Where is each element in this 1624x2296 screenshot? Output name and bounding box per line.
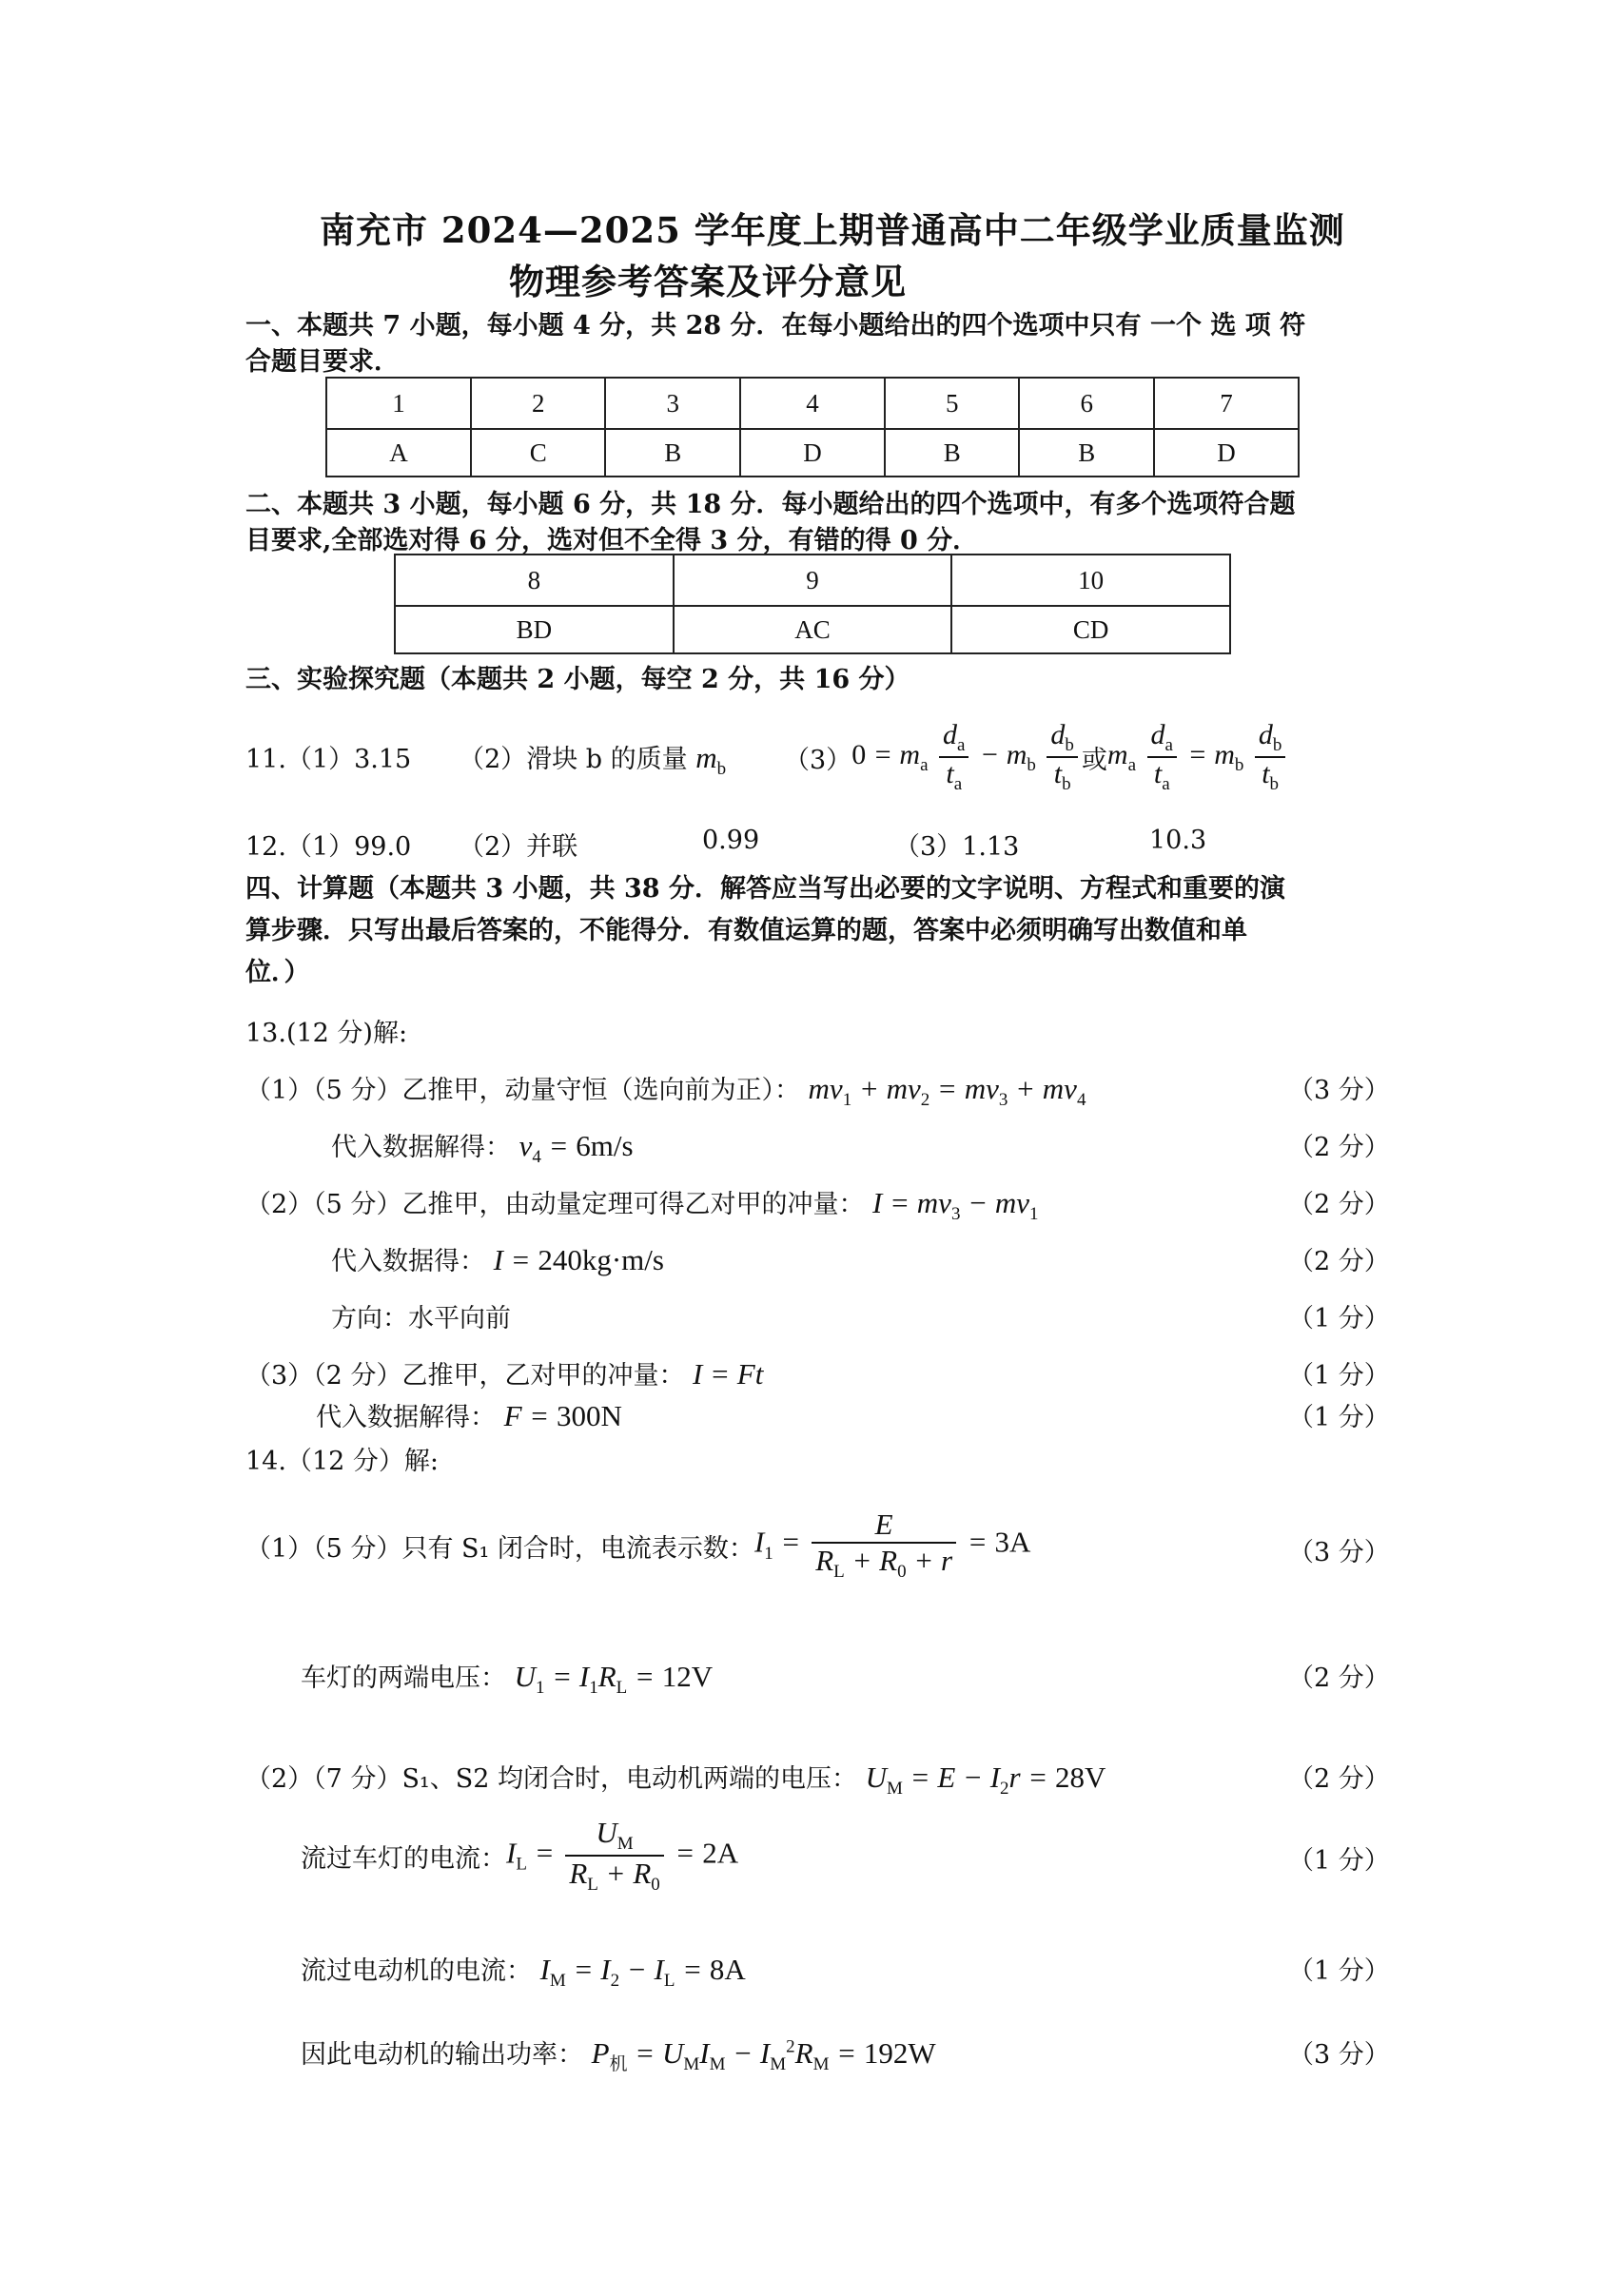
table-cell-number: 2 — [471, 378, 606, 429]
section4-instructions-line2: 算步骤．只写出最后答案的，不能得分．有数值运算的题，答案中必须明确写出数值和单 — [245, 916, 1247, 945]
q14-heading: 14.（12 分）解: — [245, 1447, 439, 1476]
section1-instructions-line2: 合题目要求． — [245, 347, 400, 377]
page-title: 南充市 2024—2025 学年度上期普通高中二年级学业质量监测 — [320, 209, 1345, 251]
q12-part1: 12.（1）99.0 — [245, 832, 412, 862]
q14-step5-formula: $I_M = I_2 - I_L = 8A$ — [539, 1953, 746, 1992]
q14-step1-points: （3 分） — [1288, 1538, 1390, 1567]
q14-step6 — [301, 2033, 936, 2075]
q14-step3-formula: $U_M = E - I_2r = 28V$ — [865, 1761, 1106, 1800]
table-cell-answer: B — [605, 429, 740, 477]
q14-step3-label: （2）（7 分）S₁、S2 均闭合时，电动机两端的电压： — [245, 1764, 858, 1794]
q14-step5 — [301, 1950, 746, 1992]
q13-step4-points: （2 分） — [1288, 1247, 1390, 1276]
section4-instructions-line3: 位．） — [245, 958, 310, 987]
q13-heading: 13.(12 分)解: — [245, 1019, 408, 1048]
table-cell-number: 9 — [674, 555, 952, 606]
table-cell-answer: D — [1154, 429, 1299, 477]
q14-step4-points: （1 分） — [1288, 1846, 1390, 1876]
q13-step5: 方向：水平向前 — [331, 1304, 511, 1333]
q13-step7-formula: F = 300N — [503, 1399, 622, 1432]
q14-step3 — [245, 1758, 1105, 1800]
q12-part2-value: 0.99 — [702, 826, 760, 855]
section2-instructions-line1: 二、本题共 3 小题，每小题 6 分，共 18 分．每小题给出的四个选项中，有多个选项符合题 — [245, 490, 1296, 519]
q14-step5-label: 流过电动机的电流： — [301, 1956, 532, 1986]
q11-part3 — [784, 710, 1289, 805]
table-cell-number: 3 — [605, 378, 740, 429]
q13-step1-formula: $mv_1 + mv_2 = mv_3 + mv_4$ — [808, 1072, 1086, 1111]
section2-instructions-line2: 目要求,全部选对得 6 分，选对但不全得 3 分，有错的得 0 分． — [245, 526, 979, 555]
q13-step4 — [331, 1240, 664, 1277]
q14-step4 — [301, 1813, 738, 1898]
q11-part3-formula-b: $m_a$ $\frac{d_a}{t_a}$ = $m_b$ $\frac{d_b}{t_b}$ — [1107, 719, 1289, 795]
q12-part3: （3）1.13 — [894, 832, 1020, 862]
table-cell-number: 8 — [395, 555, 674, 606]
q13-step6-label: （3）（2 分）乙推甲，乙对甲的冲量： — [245, 1361, 685, 1391]
q14-step1-label: （1）（5 分）只有 S₁ 闭合时，电流表示数： — [245, 1533, 754, 1564]
q14-step6-points: （3 分） — [1288, 2040, 1390, 2070]
q14-step5-points: （1 分） — [1288, 1956, 1390, 1986]
q14-step1-formula: $I_1$ = $\frac{E}{R_L + R_0 + r}$ = 3A — [753, 1508, 1031, 1583]
q13-step2-points: （2 分） — [1288, 1133, 1390, 1162]
q14-step6-label: 因此电动机的输出功率： — [301, 2040, 583, 2070]
q11-part2-label: （2）滑块 b 的质量 — [459, 745, 688, 774]
q13-step3-label: （2）（5 分）乙推甲，由动量定理可得乙对甲的冲量： — [245, 1190, 865, 1219]
q13-step2 — [331, 1126, 634, 1168]
q13-step6 — [245, 1354, 763, 1391]
section3-heading: 三、实验探究题（本题共 2 小题，每空 2 分，共 16 分） — [245, 665, 910, 694]
table-cell-number: 6 — [1019, 378, 1154, 429]
q11-or-label: 或 — [1081, 745, 1107, 775]
q13-step2-formula: $v_4 = 6m/s$ — [519, 1129, 634, 1168]
q14-step4-formula: $I_L$ = $\frac{U_M}{R_L + R_0}$ = 2A — [506, 1815, 739, 1896]
q13-step7 — [316, 1396, 622, 1433]
q13-step7-points: （1 分） — [1288, 1403, 1390, 1432]
section1-instructions-line1: 一、本题共 7 小题，每小题 4 分，共 28 分．在每小题给出的四个选项中只有 一个 选 项 符 — [245, 311, 1306, 341]
q13-step3 — [245, 1183, 1039, 1225]
q14-step1 — [245, 1503, 1030, 1588]
q14-step3-points: （2 分） — [1288, 1764, 1390, 1794]
q13-step3-points: （2 分） — [1288, 1190, 1390, 1219]
q11-part1: 11.（1）3.15 — [245, 745, 412, 774]
section1-answer-table — [325, 377, 1300, 477]
q12-part3-value: 10.3 — [1149, 826, 1207, 855]
q13-step6-formula: I = Ft — [693, 1357, 764, 1391]
q14-step2 — [301, 1657, 713, 1699]
q13-step3-formula: $I = mv_3 - mv_1$ — [872, 1186, 1039, 1225]
q13-step1 — [245, 1069, 1086, 1111]
q13-step1-label: （1）（5 分）乙推甲，动量守恒（选向前为正）： — [245, 1076, 800, 1105]
table-cell-answer: D — [740, 429, 885, 477]
table-cell-answer: AC — [674, 606, 952, 653]
q12-part2: （2）并联 — [459, 832, 578, 862]
q11-part3-formula-a: $0 = m_a$ $\frac{d_a}{t_a}$ − $m_b$ $\frac{d_b}{t_b}$ — [851, 719, 1082, 795]
q13-step5-points: （1 分） — [1288, 1304, 1390, 1333]
q14-step2-formula: $U_1 = I_1R_L = 12V$ — [514, 1660, 714, 1699]
q11-part2 — [459, 738, 726, 780]
table-cell-number: 4 — [740, 378, 885, 429]
table-cell-answer: C — [471, 429, 606, 477]
q13-step2-label: 代入数据解得： — [331, 1133, 511, 1162]
q14-step4-label: 流过车灯的电流： — [301, 1843, 506, 1874]
page-subtitle: 物理参考答案及评分意见 — [509, 261, 907, 302]
q13-step6-points: （1 分） — [1288, 1361, 1390, 1391]
table-cell-number: 1 — [326, 378, 471, 429]
q14-step2-points: （2 分） — [1288, 1664, 1390, 1693]
q13-step7-label: 代入数据解得： — [316, 1403, 496, 1432]
table-cell-number: 10 — [951, 555, 1230, 606]
q13-step1-points: （3 分） — [1288, 1076, 1390, 1105]
q11-part2-formula: $m_b$ — [695, 741, 727, 780]
table-cell-number: 7 — [1154, 378, 1299, 429]
section2-answer-table — [394, 554, 1231, 654]
table-cell-answer: BD — [395, 606, 674, 653]
q13-step4-label: 代入数据得： — [331, 1247, 485, 1276]
table-cell-answer: CD — [951, 606, 1230, 653]
q11-part3-label: （3） — [784, 745, 852, 775]
table-cell-number: 5 — [885, 378, 1020, 429]
table-cell-answer: B — [1019, 429, 1154, 477]
table-cell-answer: B — [885, 429, 1020, 477]
section4-instructions-line1: 四、计算题（本题共 3 小题，共 38 分．解答应当写出必要的文字说明、方程式和重要的演 — [245, 874, 1285, 904]
q14-step6-formula: $P_机 = U_MI_M - I_M^2R_M = 192W$ — [591, 2036, 936, 2075]
q14-step2-label: 车灯的两端电压： — [301, 1664, 506, 1693]
table-cell-answer: A — [326, 429, 471, 477]
q13-step4-formula: I = 240kg·m/s — [493, 1243, 664, 1276]
